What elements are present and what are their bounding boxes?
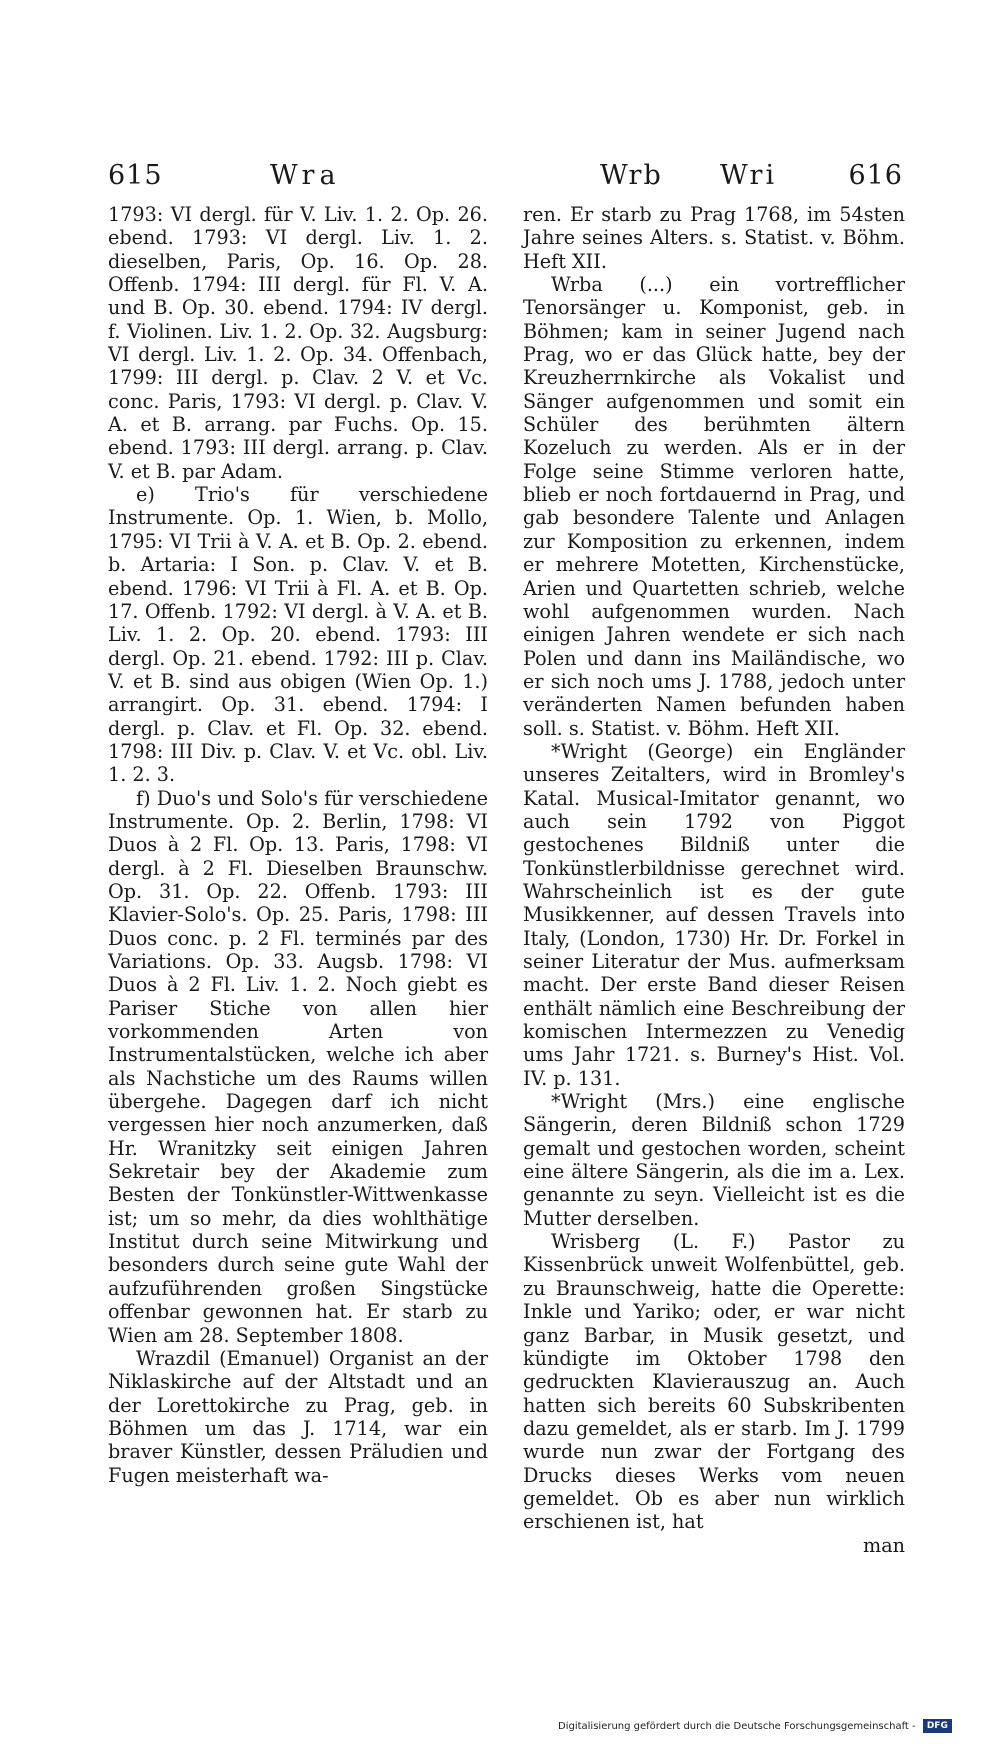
paragraph: *Wright (Mrs.) eine englische Sängerin, deren Bildniß schon 1729 gemalt und gestochen worden, scheint eine ältere Sängerin, als die im a. Lex. genannte zu seyn. Vielleicht ist es die Mutter derselben.: [523, 1090, 905, 1230]
left-page-number: 615: [108, 160, 163, 191]
dfg-logo: DFG: [923, 1719, 952, 1733]
digitization-credit: [558, 1717, 994, 1737]
left-column: [108, 203, 488, 1487]
right-page-number: 616: [848, 160, 903, 191]
paragraph: f) Duo's und Solo's für verschiedene Instrumente. Op. 2. Berlin, 1798: VI Duos à 2 Fl. Op. 13. Paris, 1798: VI dergl. à 2 Fl. Dieselben Braunschw. Op. 31. Op. 22. Offenb. 1793: III Klavier-Solo's. Op. 25. Paris, 1798: III Duos conc. p. 2 Fl. terminés par des Variations. Op. 33. Augsb. 1798: VI Duos à 2 Fl. Liv. 1. 2. Noch giebt es Pariser Stiche von allen hier vorkommenden Arten von Instrumentalstücken, welche ich aber als Nachstiche um des Raums willen übergehe. Dagegen darf ich nicht vergessen hier noch anzumerken, daß Hr. Wranitzky seit einigen Jahren Sekretair bey der Akademie zum Besten der Tonkünstler-Wittwenkasse ist; um so mehr, da dies wohlthätige Institut durch seine Mitwirkung und besonders durch seine gute Wahl der aufzuführenden großen Singstücke offenbar gewonnen hat. Er starb zu Wien am 28. September 1808.: [108, 786, 488, 1347]
paragraph: Wrazdil (Emanuel) Organist an der Niklaskirche auf der Altstadt und an der Lorettokirche zu Prag, geb. in Böhmen um das J. 1714, war ein braver Künstler, dessen Präludien und Fugen meisterhaft wa-: [108, 1346, 488, 1487]
paragraph: ren. Er starb zu Prag 1768, im 54sten Jahre seines Alters. s. Statist. v. Böhm. Heft XII.: [523, 203, 905, 273]
paragraph: *Wright (George) ein Engländer unseres Zeitalters, wird in Bromley's Katal. Musical-Imitator genannt, wo auch sein 1792 von Piggot gestochenes Bildniß unter die Tonkünstlerbildnisse gerechnet wird. Wahrscheinlich ist es der gute Musikkenner, auf dessen Travels into Italy, (London, 1730) Hr. Dr. Forkel in seiner Literatur der Mus. aufmerksam macht. Der erste Band dieser Reisen enthält nämlich eine Beschreibung der komischen Intermezzen zu Venedig ums Jahr 1721. s. Burney's Hist. Vol. IV. p. 131.: [523, 739, 905, 1090]
running-header: [108, 160, 903, 196]
right-running-head-1: Wrb: [600, 160, 663, 191]
paragraph: e) Trio's für verschiedene Instrumente. Op. 1. Wien, b. Mollo, 1795: VI Trii à V. A. et B. Op. 2. ebend. b. Artaria: I Son. p. Clav. V. et B. ebend. 1796: VI Trii à Fl. A. et B. Op. 17. Offenb. 1792: VI dergl. à V. A. et B. Liv. 1. 2. Op. 20. ebend. 1793: III dergl. Op. 21. ebend. 1792: III p. Clav. V. et B. sind aus obigen (Wien Op. 1.) arrangirt. Op. 31. ebend. 1794: I dergl. p. Clav. et Fl. Op. 32. ebend. 1798: III Div. p. Clav. V. et Vc. obl. Liv. 1. 2. 3.: [108, 483, 488, 787]
left-running-head: Wra: [270, 160, 341, 191]
right-running-head-2: Wri: [720, 160, 778, 191]
credit-text: Digitalisierung gefördert durch die Deutsche Forschungsgemeinschaft -: [558, 1721, 916, 1732]
catchword: man: [863, 1533, 905, 1557]
right-column: [523, 203, 905, 1557]
paragraph: Wrisberg (L. F.) Pastor zu Kissenbrück unweit Wolfenbüttel, geb. zu Braunschweig, hatte die Operette: Inkle und Yariko; oder, er war nicht ganz Barbar, in Musik gesetzt, und kündigte im Oktober 1798 den gedruckten Klavierauszug an. Auch hatten sich bereits 60 Subskribenten dazu gemeldet, als er starb. Im J. 1799 wurde nun zwar der Fortgang des Drucks dieses Werks vom neuen gemeldet. Ob es aber nun wirklich erschienen ist, hat: [523, 1230, 905, 1534]
paragraph: 1793: VI dergl. für V. Liv. 1. 2. Op. 26. ebend. 1793: VI dergl. Liv. 1. 2. dieselben, Paris, Op. 16. Op. 28. Offenb. 1794: III dergl. für Fl. V. A. und B. Op. 30. ebend. 1794: IV dergl. f. Violinen. Liv. 1. 2. Op. 32. Augsburg: VI dergl. Liv. 1. 2. Op. 34. Offenbach, 1799: III dergl. p. Clav. 2 V. et Vc. conc. Paris, 1793: VI dergl. p. Clav. V. A. et B. arrang. par Fuchs. Op. 15. ebend. 1793: III dergl. arrang. p. Clav. V. et B. par Adam.: [108, 203, 488, 483]
paragraph: Wrba (...) ein vortrefflicher Tenorsänger u. Komponist, geb. in Böhmen; kam in seiner Jugend nach Prag, wo er das Glück hatte, bey der Kreuzherrnkirche als Vokalist und Sänger aufgenommen und somit ein Schüler des berühmten ältern Kozeluch zu werden. Als er in der Folge seine Stimme verloren hatte, blieb er noch fortdauernd in Prag, und gab besondere Talente und Anlagen zur Komposition zu erkennen, indem er mehrere Motetten, Kirchenstücke, Arien und Quartetten schrieb, welche wohl aufgenommen wurden. Nach einigen Jahren wendete er sich nach Polen und dann ins Mailändische, wo er sich noch ums J. 1788, jedoch unter veränderten Namen befunden haben soll. s. Statist. v. Böhm. Heft XII.: [523, 273, 905, 740]
